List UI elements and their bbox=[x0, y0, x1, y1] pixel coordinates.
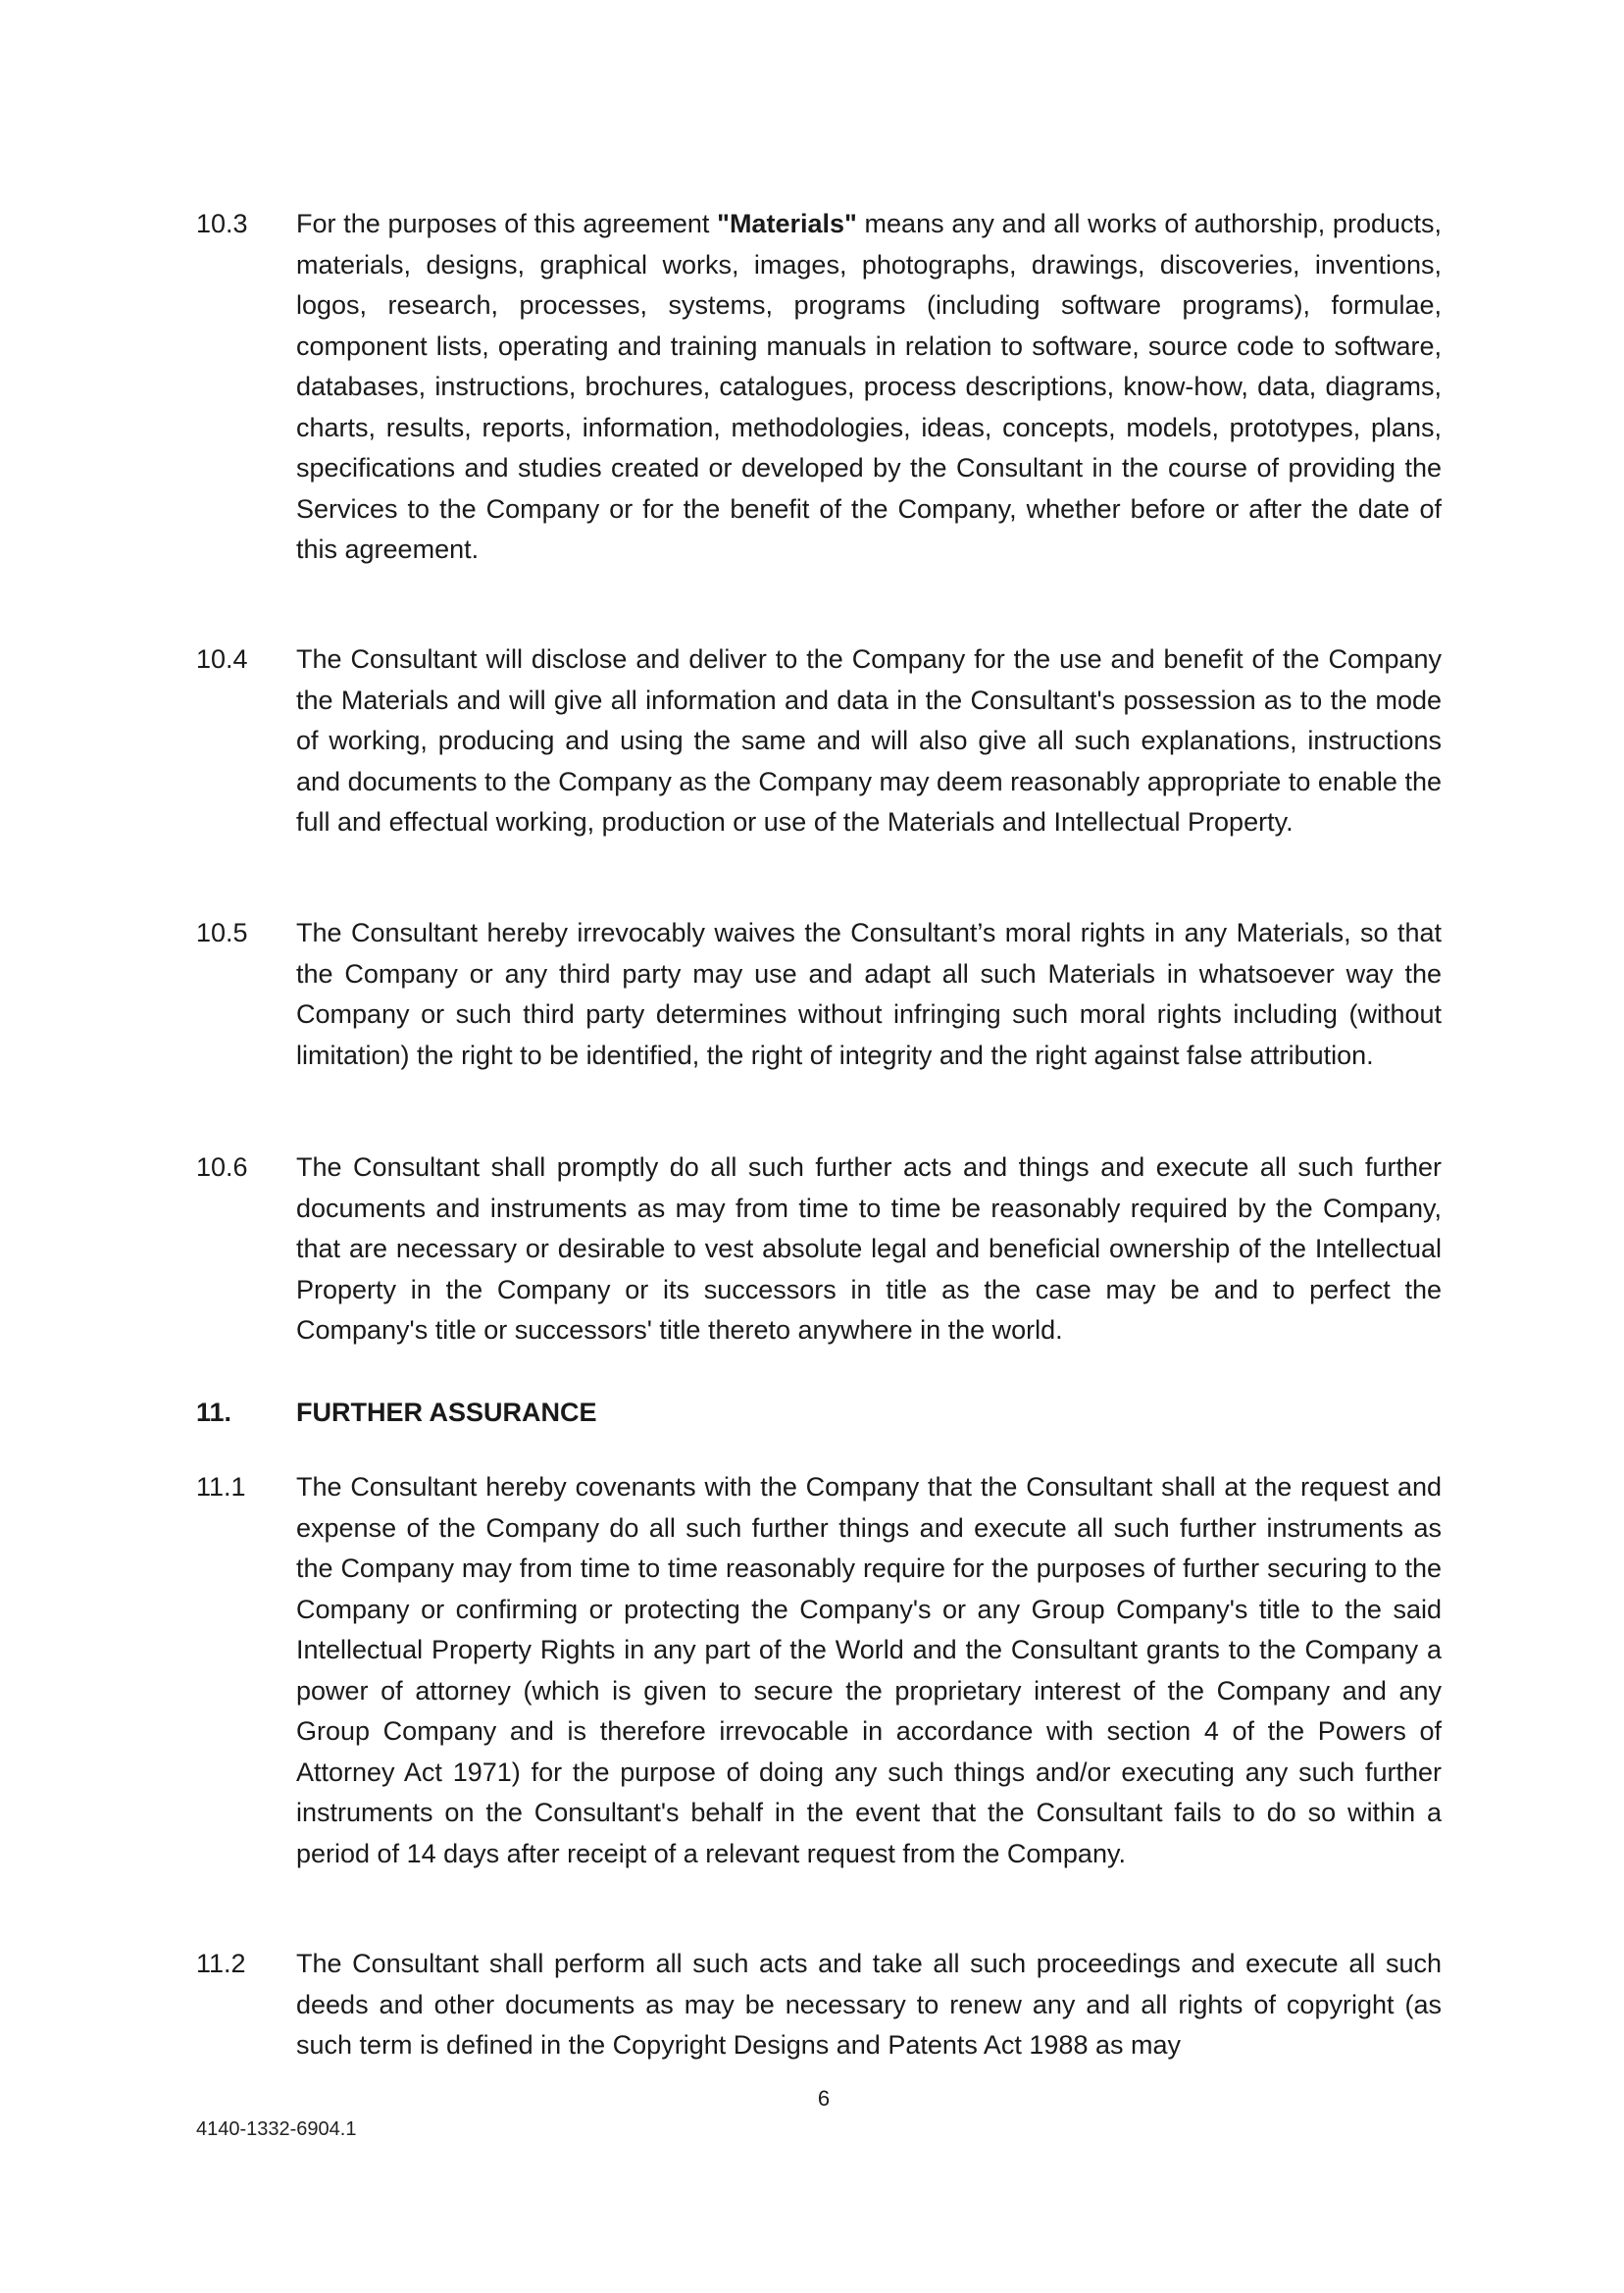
document-reference: 4140-1332-6904.1 bbox=[196, 2118, 357, 2140]
clause-number: 11.2 bbox=[196, 1949, 246, 1978]
clause-10-4 bbox=[196, 639, 1442, 843]
clause-number: 10.5 bbox=[196, 918, 248, 947]
section-title: FURTHER ASSURANCE bbox=[296, 1398, 597, 1427]
section-number: 11. bbox=[196, 1398, 232, 1427]
clause-text-rest: means any and all works of authorship, products, materials, designs, graphical works, images, photographs, drawings, discoveries, inventions, logos, research, processes, systems, programs (including software programs), formulae, component lists, operating and training manuals in relation to software, source code to software, databases, instructions, brochures, catalogues, process descriptions, know-how, data, diagrams, charts, results, reports, information, methodologies, ideas, concepts, models, prototypes, plans, specifications and studies created or developed by the Consultant in the course of providing the Services to the Company or for the benefit of the Company, whether before or after the date of this agreement. bbox=[296, 209, 1442, 564]
clause-11-2 bbox=[196, 1944, 1442, 2066]
clause-number: 10.6 bbox=[196, 1152, 248, 1182]
clause-text: The Consultant hereby covenants with the Company that the Consultant shall at the request and expense of the Company do all such further things and execute all such further instruments as the Company may from time to time reasonably require for the purposes of further securing to the Company or confirming or protecting the Company's or any Group Company's title to the said Intellectual Property Rights in any part of the World and the Consultant grants to the Company a power of attorney (which is given to secure the proprietary interest of the Company and any Group Company and is therefore irrevocable in accordance with section 4 of the Powers of Attorney Act 1971) for the purpose of doing any such things and/or executing any such further instruments on the Consultant's behalf in the event that the Consultant fails to do so within a period of 14 days after receipt of a relevant request from the Company. bbox=[296, 1472, 1442, 1868]
clause-text: The Consultant shall promptly do all such further acts and things and execute all such further documents and instruments as may from time to time be reasonably required by the Company, that are necessary or desirable to vest absolute legal and beneficial ownership of the Intellectual Property in the Company or its successors in title as the case may be and to perfect the Company's title or successors' title thereto anywhere in the world. bbox=[296, 1152, 1442, 1345]
clause-text-lead: For the purposes of this agreement bbox=[296, 209, 718, 238]
clause-text: The Consultant will disclose and deliver to the Company for the use and benefit of the Company the Materials and will give all information and data in the Consultant's possession as to the mode of working, producing and using the same and will also give all such explanations, instructions and documents to the Company as the Company may deem reasonably appropriate to enable the full and effectual working, production or use of the Materials and Intellectual Property. bbox=[296, 644, 1442, 837]
clause-number: 10.3 bbox=[196, 209, 248, 238]
clause-text: The Consultant shall perform all such acts and take all such proceedings and execute all such deeds and other documents as may be necessary to renew any and all rights of copyright (as such term is defined in the Copyright Designs and Patents Act 1988 as may bbox=[296, 1949, 1442, 2060]
clause-10-6 bbox=[196, 1147, 1442, 1351]
page-number: 6 bbox=[817, 2086, 831, 2111]
clause-10-5 bbox=[196, 913, 1442, 1076]
section-heading-11 bbox=[196, 1393, 1442, 1434]
clause-10-3 bbox=[196, 204, 1442, 571]
clause-number: 10.4 bbox=[196, 644, 248, 674]
defined-term: "Materials" bbox=[717, 209, 857, 238]
clause-text bbox=[296, 204, 1442, 571]
clause-number: 11.1 bbox=[196, 1472, 246, 1502]
clause-11-1 bbox=[196, 1467, 1442, 1874]
clause-text: The Consultant hereby irrevocably waives the Consultant’s moral rights in any Materials, so that the Company or any third party may use and adapt all such Materials in whatsoever way the Company or such third party determines without infringing such moral rights including (without limitation) the right to be identified, the right of integrity and the right against false attribution. bbox=[296, 918, 1442, 1070]
